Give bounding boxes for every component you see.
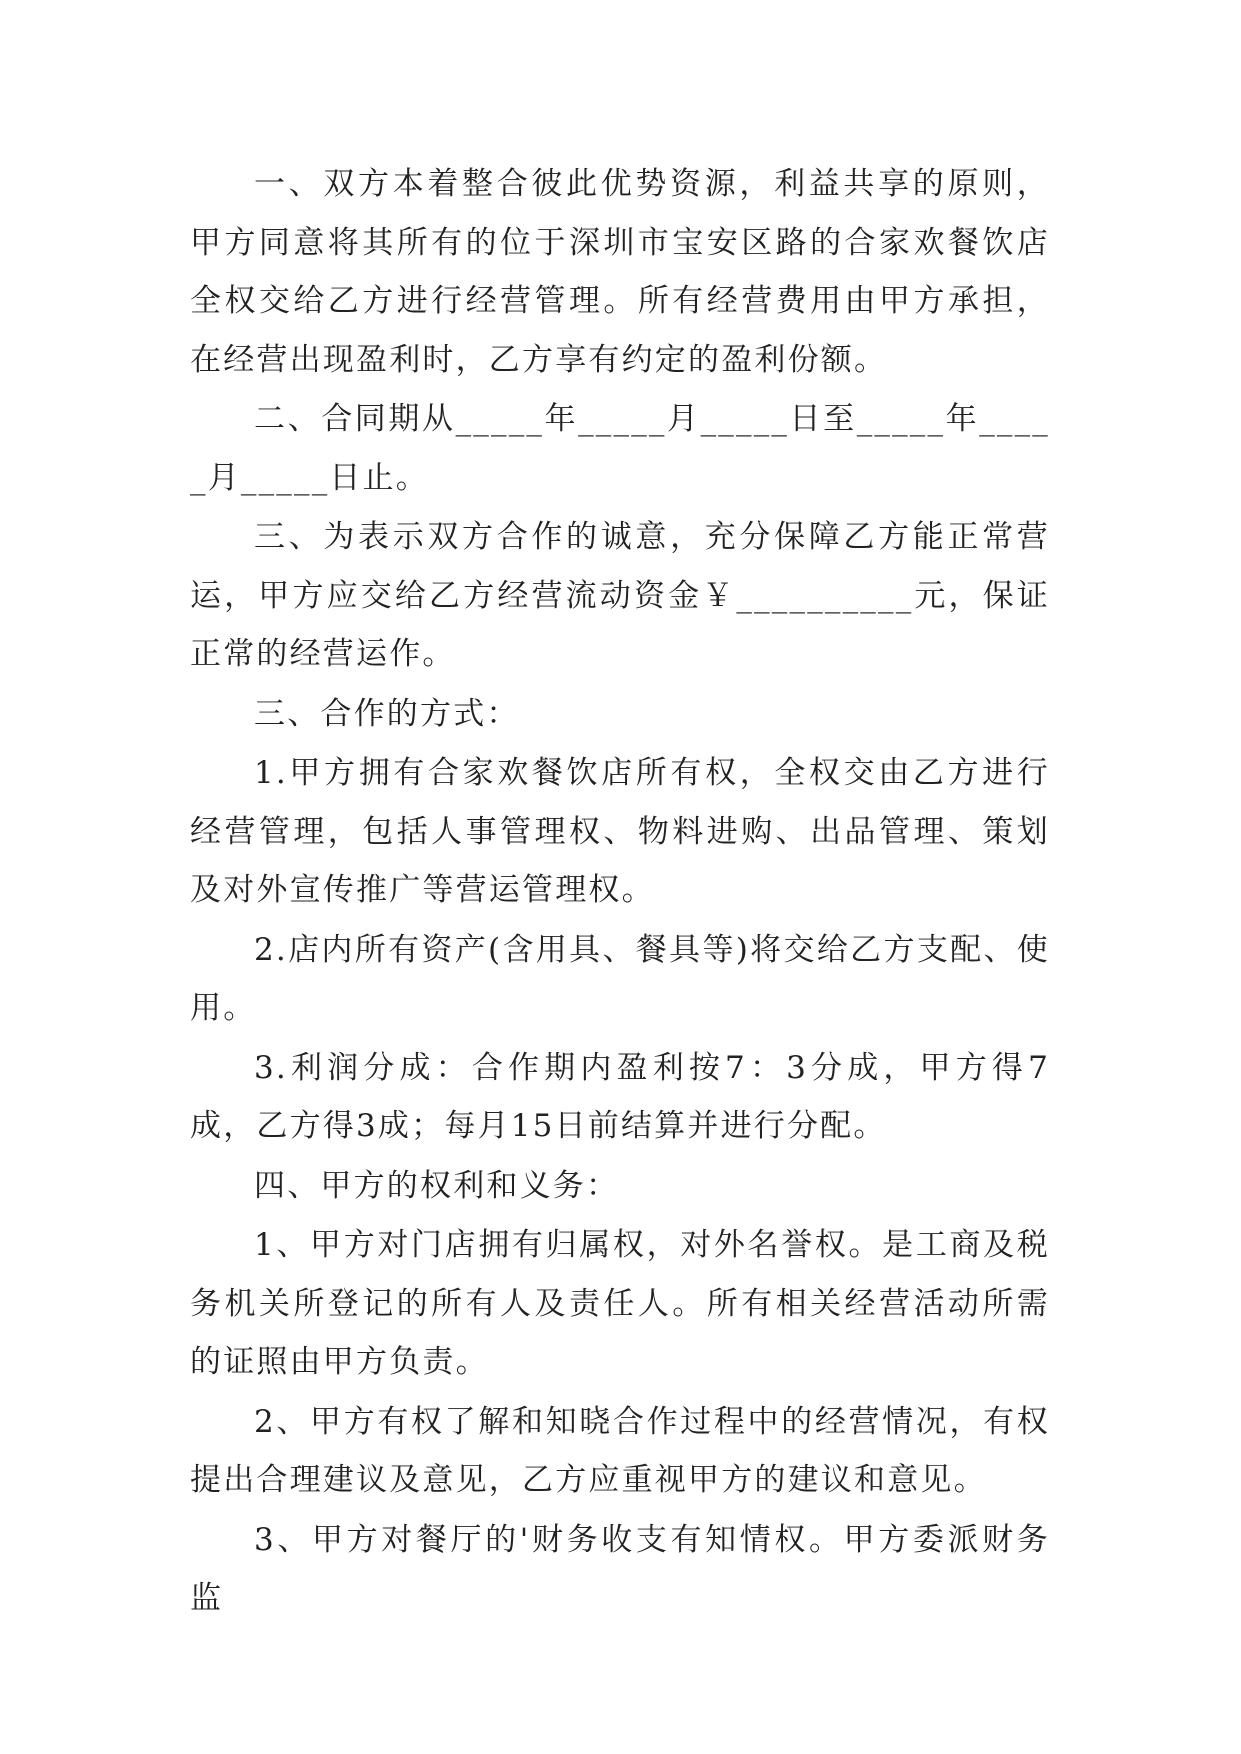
paragraph-10: 2、甲方有权了解和知晓合作过程中的经营情况，有权提出合理建议及意见，乙方应重视甲方的建议和意见。 <box>190 1403 1050 1498</box>
paragraph-11: 3、甲方对餐厅的'财务收支有知情权。甲方委派财务监 <box>190 1521 1050 1616</box>
paragraph-5: 1.甲方拥有合家欢餐饮店所有权，全权交由乙方进行经营管理，包括人事管理权、物料进购、出品管理、策划及对外宣传推广等营运管理权。 <box>190 755 1050 908</box>
paragraph-1: 一、双方本着整合彼此优势资源，利益共享的原则，甲方同意将其所有的位于深圳市宝安区路的合家欢餐饮店全权交给乙方进行经营管理。所有经营费用由甲方承担，在经营出现盈利时，乙方享有约定的盈利份额。 <box>190 166 1050 378</box>
paragraph-2: 二、合同期从_____年_____月_____日至_____年_____月_____日止。 <box>190 401 1050 496</box>
paragraph-3: 三、为表示双方合作的诚意，充分保障乙方能正常营运，甲方应交给乙方经营流动资金￥__________元，保证正常的经营运作。 <box>190 519 1050 672</box>
paragraph-7: 3.利润分成：合作期内盈利按7：3分成，甲方得7成，乙方得3成；每月15日前结算并进行分配。 <box>190 1049 1050 1144</box>
section-heading-party-a: 四、甲方的权利和义务： <box>254 1167 620 1204</box>
document-body <box>190 155 1050 1629</box>
paragraph-9: 1、甲方对门店拥有归属权，对外名誉权。是工商及税务机关所登记的所有人及责任人。所有相关经营活动所需的证照由甲方负责。 <box>190 1227 1050 1380</box>
paragraph-6: 2.店内所有资产(含用具、餐具等)将交给乙方支配、使用。 <box>190 931 1050 1026</box>
section-heading-cooperation: 三、合作的方式： <box>254 695 520 732</box>
